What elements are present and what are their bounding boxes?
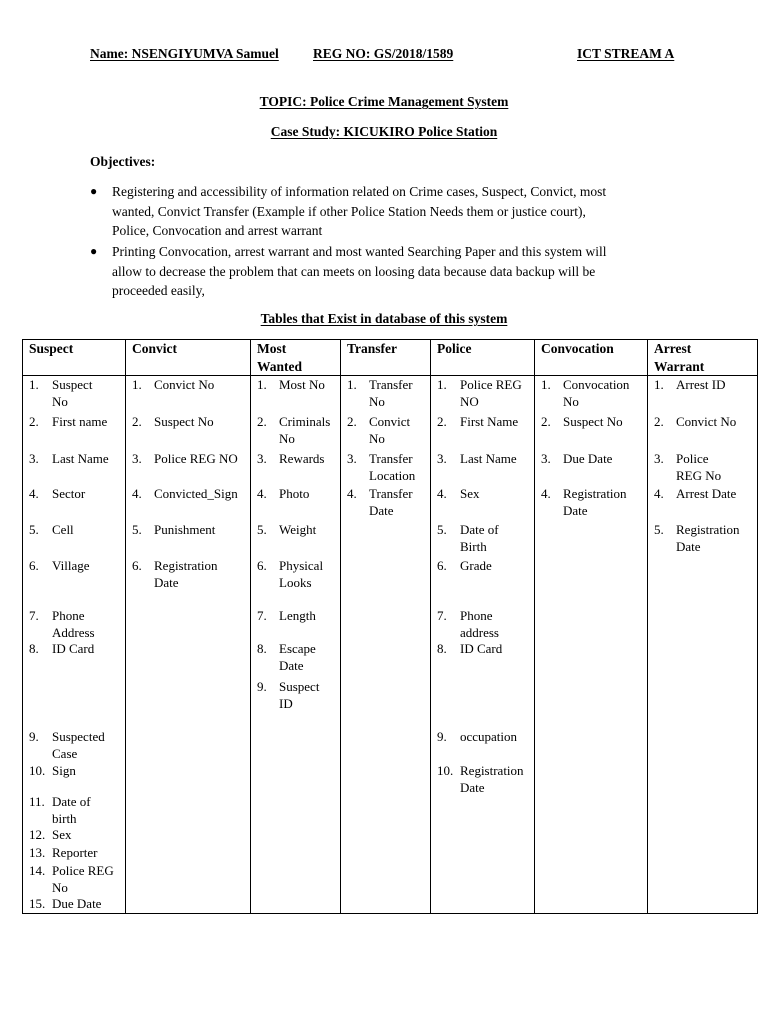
item-number: 3. bbox=[29, 451, 39, 466]
item-number: 10. bbox=[29, 763, 46, 778]
item-label: Convict No bbox=[154, 377, 215, 392]
item-label: Convicted_Sign bbox=[154, 486, 238, 501]
case-study-title: Case Study: KICUKIRO Police Station bbox=[270, 124, 498, 139]
item-label: Photo bbox=[279, 486, 310, 501]
item-number: 3. bbox=[347, 451, 357, 466]
item-number: 11. bbox=[29, 794, 45, 809]
item-number: 1. bbox=[257, 377, 267, 392]
item-number: 9. bbox=[437, 729, 447, 744]
item-number: 4. bbox=[654, 486, 664, 501]
column-header: Most Wanted bbox=[257, 341, 303, 374]
item-label: Police REG No bbox=[52, 863, 114, 895]
item-label: Suspect No bbox=[154, 414, 214, 429]
item-label: occupation bbox=[460, 729, 518, 744]
item-number: 2. bbox=[541, 414, 551, 429]
item-number: 2. bbox=[29, 414, 39, 429]
item-label: Transfer Location bbox=[369, 451, 416, 483]
item-label: Last Name bbox=[52, 451, 109, 466]
item-number: 4. bbox=[347, 486, 357, 501]
column-header: Suspect bbox=[29, 341, 74, 356]
objectives-heading: Objectives: bbox=[90, 154, 156, 169]
item-label: ID Card bbox=[52, 641, 95, 656]
item-number: 7. bbox=[437, 608, 447, 623]
item-number: 6. bbox=[132, 558, 142, 573]
item-number: 8. bbox=[437, 641, 447, 656]
item-label: Length bbox=[279, 608, 316, 623]
item-label: Police REG No bbox=[676, 451, 722, 483]
item-number: 2. bbox=[437, 414, 447, 429]
item-number: 8. bbox=[29, 641, 39, 656]
item-number: 6. bbox=[257, 558, 267, 573]
item-label: Transfer Date bbox=[369, 486, 413, 518]
item-label: Date of birth bbox=[52, 794, 91, 826]
item-number: 4. bbox=[132, 486, 142, 501]
item-label: First name bbox=[52, 414, 108, 429]
item-number: 4. bbox=[29, 486, 39, 501]
student-name: Name: NSENGIYUMVA Samuel bbox=[90, 46, 279, 61]
item-number: 14. bbox=[29, 863, 46, 878]
item-label: ID Card bbox=[460, 641, 503, 656]
item-number: 4. bbox=[541, 486, 551, 501]
item-label: Suspect No bbox=[563, 414, 623, 429]
item-label: Physical Looks bbox=[279, 558, 324, 590]
item-label: Last Name bbox=[460, 451, 517, 466]
item-number: 1. bbox=[29, 377, 39, 392]
item-number: 2. bbox=[654, 414, 664, 429]
item-label: Most No bbox=[279, 377, 325, 392]
item-label: Due Date bbox=[52, 896, 102, 911]
item-number: 5. bbox=[654, 522, 664, 537]
item-number: 8. bbox=[257, 641, 267, 656]
item-label: Arrest Date bbox=[676, 486, 737, 501]
column-divider bbox=[340, 339, 341, 914]
objective-1: Registering and accessibility of information related on Crime cases, Suspect, Convict, most wanted, Convict Transfer (Example if other Police Station Needs them or justice court), Police, Convocation and arrest warrant bbox=[112, 184, 607, 238]
item-label: Transfer No bbox=[369, 377, 413, 409]
item-number: 12. bbox=[29, 827, 46, 842]
item-label: Sector bbox=[52, 486, 86, 501]
item-number: 1. bbox=[541, 377, 551, 392]
item-label: Registration Date bbox=[563, 486, 627, 518]
item-label: Phone address bbox=[460, 608, 499, 640]
stream-label: ICT STREAM A bbox=[577, 46, 675, 61]
item-number: 1. bbox=[347, 377, 357, 392]
objective-2: Printing Convocation, arrest warrant and most wanted Searching Paper and this system will allow to decrease the problem that can meets on loosing data because data backup will be proceeded easily, bbox=[112, 244, 607, 298]
item-label: Suspect No bbox=[52, 377, 93, 409]
item-number: 3. bbox=[654, 451, 664, 466]
item-label: Grade bbox=[460, 558, 492, 573]
item-label: Registration Date bbox=[676, 522, 740, 554]
table-title: Tables that Exist in database of this system bbox=[260, 311, 508, 326]
item-label: Convocation No bbox=[563, 377, 630, 409]
item-number: 3. bbox=[541, 451, 551, 466]
item-label: Sex bbox=[52, 827, 72, 842]
item-label: First Name bbox=[460, 414, 519, 429]
item-number: 1. bbox=[437, 377, 447, 392]
item-label: Escape Date bbox=[279, 641, 316, 673]
column-divider bbox=[250, 339, 251, 914]
item-number: 5. bbox=[132, 522, 142, 537]
item-number: 3. bbox=[257, 451, 267, 466]
column-header: Police bbox=[437, 341, 472, 356]
database-tables-grid bbox=[22, 339, 758, 914]
item-label: Due Date bbox=[563, 451, 613, 466]
item-number: 7. bbox=[29, 608, 39, 623]
item-number: 5. bbox=[29, 522, 39, 537]
item-number: 2. bbox=[132, 414, 142, 429]
column-header: Arrest Warrant bbox=[654, 341, 705, 374]
topic-title: TOPIC: Police Crime Management System bbox=[259, 94, 509, 109]
item-number: 5. bbox=[437, 522, 447, 537]
item-label: Weight bbox=[279, 522, 317, 537]
header-divider bbox=[22, 375, 758, 376]
item-label: Criminals No bbox=[279, 414, 331, 446]
item-label: Registration Date bbox=[460, 763, 524, 795]
item-label: Suspected Case bbox=[52, 729, 105, 761]
item-number: 3. bbox=[437, 451, 447, 466]
item-number: 4. bbox=[257, 486, 267, 501]
item-number: 7. bbox=[257, 608, 267, 623]
bullet-icon: ● bbox=[90, 184, 98, 198]
item-number: 1. bbox=[654, 377, 664, 392]
item-number: 6. bbox=[29, 558, 39, 573]
item-number: 1. bbox=[132, 377, 142, 392]
item-label: Date of Birth bbox=[460, 522, 499, 554]
item-number: 15. bbox=[29, 896, 46, 911]
column-header: Transfer bbox=[347, 341, 397, 356]
registration-number: REG NO: GS/2018/1589 bbox=[313, 46, 454, 61]
item-number: 5. bbox=[257, 522, 267, 537]
item-label: Cell bbox=[52, 522, 74, 537]
item-label: Convict No bbox=[369, 414, 411, 446]
item-number: 2. bbox=[257, 414, 267, 429]
item-label: Suspect ID bbox=[279, 679, 320, 711]
column-divider bbox=[125, 339, 126, 914]
item-number: 3. bbox=[132, 451, 142, 466]
item-label: Registration Date bbox=[154, 558, 218, 590]
item-number: 2. bbox=[347, 414, 357, 429]
item-label: Phone Address bbox=[52, 608, 95, 640]
bullet-icon: ● bbox=[90, 244, 98, 258]
column-header: Convict bbox=[132, 341, 177, 356]
item-label: Village bbox=[52, 558, 90, 573]
item-label: Convict No bbox=[676, 414, 737, 429]
item-label: Sex bbox=[460, 486, 480, 501]
item-label: Reporter bbox=[52, 845, 98, 860]
item-number: 9. bbox=[29, 729, 39, 744]
column-divider bbox=[647, 339, 648, 914]
item-label: Police REG NO bbox=[154, 451, 238, 466]
item-label: Rewards bbox=[279, 451, 325, 466]
item-label: Arrest ID bbox=[676, 377, 726, 392]
item-number: 10. bbox=[437, 763, 454, 778]
column-divider bbox=[534, 339, 535, 914]
item-label: Punishment bbox=[154, 522, 216, 537]
item-number: 9. bbox=[257, 679, 267, 694]
column-divider bbox=[430, 339, 431, 914]
item-number: 13. bbox=[29, 845, 46, 860]
item-label: Police REG NO bbox=[460, 377, 522, 409]
column-header: Convocation bbox=[541, 341, 614, 356]
item-number: 4. bbox=[437, 486, 447, 501]
item-number: 6. bbox=[437, 558, 447, 573]
item-label: Sign bbox=[52, 763, 76, 778]
